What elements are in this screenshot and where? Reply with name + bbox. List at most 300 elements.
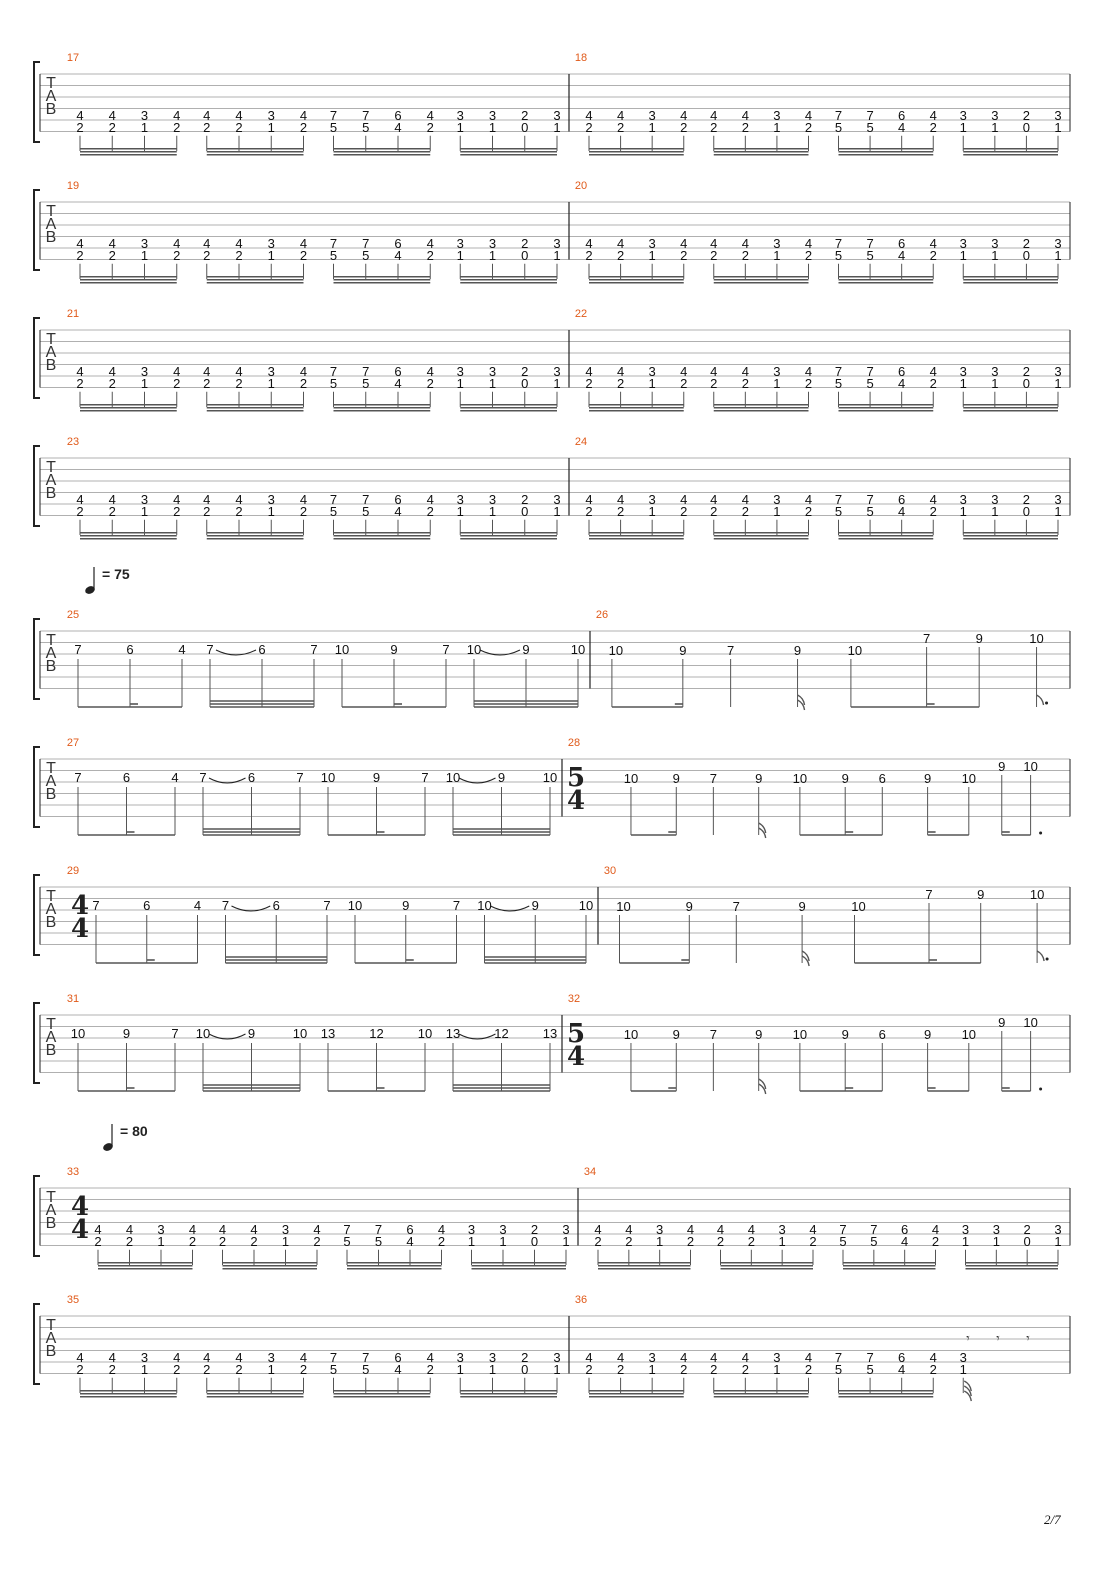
note-flag: [1037, 695, 1044, 705]
fret-number: 4: [747, 1221, 755, 1237]
fret-number: 1: [773, 119, 781, 135]
fret-number: 2: [710, 247, 718, 263]
fret-number: 4: [250, 1221, 258, 1237]
fret-number: 2: [1022, 235, 1031, 251]
fret-number: 2: [76, 375, 84, 391]
measure: [596, 609, 1048, 710]
tab-clef-letter: A: [45, 1029, 57, 1046]
fret-number: 2: [929, 119, 937, 135]
fret-number: 2: [1022, 107, 1031, 123]
fret-number: 2: [804, 1361, 813, 1377]
fret-number: 10: [623, 771, 639, 786]
fret-number: 7: [362, 107, 370, 123]
fret-number: 3: [553, 491, 561, 507]
fret-number: 4: [585, 107, 593, 123]
tab-clef-letter: B: [45, 485, 57, 502]
fret-number: 4: [716, 1221, 725, 1237]
fret-number: 3: [553, 1349, 561, 1365]
fret-number: 2: [929, 375, 937, 391]
fret-number: 3: [773, 107, 781, 123]
fret-number: 1: [467, 1233, 476, 1249]
tab-clef-letter: T: [46, 1317, 56, 1334]
fret-number: 2: [173, 119, 181, 135]
fret-number: 3: [140, 491, 149, 507]
fret-number: 2: [188, 1233, 197, 1249]
fret-number: 2: [710, 1361, 718, 1377]
fret-number: 1: [959, 1361, 967, 1377]
fret-number: 10: [347, 898, 363, 913]
fret-number: 10: [1029, 631, 1044, 646]
fret-number: 2: [686, 1233, 695, 1249]
fret-number: 10: [477, 898, 492, 913]
tab-system: [34, 52, 1070, 155]
fret-number: 7: [834, 491, 843, 507]
measure: [604, 865, 1049, 966]
fret-number: 7: [834, 1349, 843, 1365]
fret-number: 3: [773, 491, 781, 507]
fret-number: 7: [296, 770, 304, 785]
fret-number: 5: [362, 1361, 370, 1377]
sixteenth-rest: 𝄾: [1026, 1330, 1030, 1346]
fret-number: 2: [680, 1361, 688, 1377]
fret-number: 7: [834, 363, 843, 379]
fret-number: 2: [76, 503, 84, 519]
fret-number: 3: [991, 491, 999, 507]
fret-number: 3: [553, 107, 561, 123]
fret-number: 1: [140, 247, 149, 263]
fret-number: 3: [267, 107, 275, 123]
fret-number: 7: [866, 363, 874, 379]
tab-clef-letter: T: [46, 203, 56, 220]
fret-number: 4: [108, 1349, 116, 1365]
fret-number: 1: [456, 375, 464, 391]
system-bracket: [34, 875, 40, 955]
fret-number: 2: [929, 1361, 937, 1377]
fret-number: 4: [299, 491, 308, 507]
fret-number: 4: [809, 1221, 817, 1237]
fret-number: 4: [804, 1349, 813, 1365]
fret-number: 2: [173, 1361, 181, 1377]
fret-number: 6: [258, 642, 266, 657]
fret-number: 9: [672, 771, 680, 786]
fret-number: 2: [616, 1361, 625, 1377]
fret-number: 10: [1023, 759, 1038, 774]
fret-number: 6: [394, 491, 402, 507]
fret-number: 4: [218, 1221, 227, 1237]
fret-number: 7: [922, 631, 931, 646]
fret-number: 2: [203, 119, 211, 135]
tab-clef-letter: A: [45, 645, 57, 662]
fret-number: 9: [755, 1027, 763, 1042]
fret-number: 2: [299, 1361, 308, 1377]
fret-number: 7: [343, 1221, 351, 1237]
fret-number: 5: [362, 503, 370, 519]
fret-number: 6: [406, 1221, 414, 1237]
tab-clef-letter: B: [45, 914, 57, 931]
measure: [575, 308, 1062, 411]
fret-number: 2: [437, 1233, 446, 1249]
fret-number: 5: [329, 247, 338, 263]
fret-number: 7: [834, 235, 843, 251]
fret-number: 4: [406, 1233, 414, 1249]
tab-clef-letter: A: [45, 472, 57, 489]
fret-number: 4: [898, 247, 906, 263]
fret-number: 4: [173, 363, 181, 379]
fret-number: 9: [679, 643, 687, 658]
fret-number: 1: [553, 247, 561, 263]
fret-number: 2: [680, 503, 688, 519]
fret-number: 5: [866, 503, 874, 519]
fret-number: 2: [741, 1361, 749, 1377]
fret-number: 2: [521, 491, 529, 507]
fret-number: 1: [553, 375, 561, 391]
fret-number: 1: [456, 119, 464, 135]
fret-number: 2: [426, 503, 434, 519]
fret-number: 7: [329, 1349, 338, 1365]
fret-number: 2: [616, 247, 625, 263]
fret-number: 3: [656, 1221, 664, 1237]
fret-number: 4: [585, 235, 593, 251]
measure-number: 17: [66, 52, 80, 64]
tab-clef-letter: T: [46, 1016, 56, 1033]
fret-number: 5: [329, 1361, 338, 1377]
fret-number: 2: [108, 247, 116, 263]
system-bracket: [34, 1176, 40, 1256]
fret-number: 9: [522, 642, 530, 657]
fret-number: 2: [235, 1361, 243, 1377]
measure: [67, 993, 557, 1091]
fret-number: 4: [929, 491, 937, 507]
fret-number: 4: [616, 1349, 625, 1365]
fret-number: 4: [585, 363, 593, 379]
fret-number: 9: [977, 887, 985, 902]
fret-number: 4: [625, 1221, 633, 1237]
fret-number: 4: [898, 503, 906, 519]
fret-number: 3: [773, 235, 781, 251]
fret-number: 2: [616, 503, 625, 519]
tab-clef-letter: B: [45, 1215, 57, 1232]
fret-number: 2: [716, 1233, 725, 1249]
fret-number: 3: [456, 491, 464, 507]
fret-number: 2: [585, 247, 593, 263]
fret-number: 3: [648, 235, 656, 251]
tab-system: [34, 436, 1070, 539]
fret-number: 3: [959, 491, 967, 507]
fret-number: 3: [648, 1349, 656, 1365]
fret-number: 4: [235, 1349, 243, 1365]
fret-number: 1: [991, 503, 999, 519]
measure-number: 25: [66, 609, 80, 621]
fret-number: 2: [804, 119, 813, 135]
fret-number: 7: [839, 1221, 847, 1237]
fret-number: 1: [991, 375, 999, 391]
fret-number: 2: [741, 375, 749, 391]
fret-number: 4: [173, 1349, 181, 1365]
fret-number: 2: [680, 375, 688, 391]
fret-number: 4: [931, 1221, 940, 1237]
fret-number: 3: [467, 1221, 476, 1237]
fret-number: 4: [394, 1361, 402, 1377]
fret-number: 3: [959, 363, 967, 379]
fret-number: 10: [1029, 887, 1045, 902]
fret-number: 9: [685, 899, 693, 914]
fret-number: 3: [961, 1221, 970, 1237]
fret-number: 4: [178, 642, 186, 657]
measure: [67, 308, 561, 411]
fret-number: 4: [203, 107, 211, 123]
measure-number: 20: [574, 180, 588, 192]
fret-number: 9: [122, 1026, 131, 1041]
fret-number: 2: [173, 375, 181, 391]
fret-number: 2: [299, 119, 308, 135]
fret-number: 1: [553, 119, 561, 135]
fret-number: 3: [773, 1349, 781, 1365]
measure: [567, 993, 1042, 1094]
fret-number: 2: [250, 1233, 258, 1249]
fret-number: 3: [456, 107, 464, 123]
fret-number: 12: [369, 1026, 384, 1041]
fret-number: 2: [173, 247, 181, 263]
fret-number: 2: [108, 503, 116, 519]
measure-number: 19: [66, 180, 80, 192]
fret-number: 4: [710, 363, 718, 379]
measure-number: 23: [66, 436, 80, 448]
fret-number: 2: [313, 1233, 321, 1249]
fret-number: 7: [74, 642, 82, 657]
fret-number: 10: [570, 642, 586, 657]
fret-number: 4: [426, 363, 434, 379]
measure-number: 29: [66, 865, 80, 877]
fret-number: 10: [847, 643, 863, 658]
fret-number: 1: [267, 247, 275, 263]
measure: [67, 180, 561, 283]
fret-number: 2: [710, 375, 718, 391]
fret-number: 1: [281, 1233, 290, 1249]
fret-number: 3: [488, 491, 497, 507]
fret-number: 2: [235, 119, 243, 135]
fret-number: 1: [959, 375, 967, 391]
fret-number: 4: [741, 1349, 749, 1365]
fret-number: 10: [1023, 1015, 1038, 1030]
measure: [67, 1166, 570, 1269]
fret-number: 7: [362, 1349, 370, 1365]
fret-number: 9: [372, 770, 381, 785]
fret-number: 2: [710, 119, 718, 135]
fret-number: 6: [878, 1027, 886, 1042]
tab-clef-letter: B: [45, 101, 57, 118]
tab-clef-letter: B: [45, 658, 57, 675]
fret-number: 4: [929, 363, 937, 379]
fret-number: 6: [898, 491, 906, 507]
fret-number: 1: [1054, 119, 1062, 135]
tab-clef-letter: T: [46, 331, 56, 348]
fret-number: 4: [710, 235, 718, 251]
fret-number: 2: [235, 503, 243, 519]
fret-number: 9: [923, 1027, 932, 1042]
fret-number: 4: [426, 491, 434, 507]
system-bracket: [34, 446, 40, 526]
tempo-marking: = 80: [120, 1123, 148, 1139]
fret-number: 2: [203, 375, 211, 391]
measure: [575, 52, 1062, 155]
fret-number: 1: [773, 375, 781, 391]
fret-number: 1: [773, 1361, 781, 1377]
dot: [1039, 1088, 1042, 1091]
fret-number: 2: [1023, 1221, 1031, 1237]
fret-number: 2: [616, 375, 625, 391]
fret-number: 2: [625, 1233, 633, 1249]
dot: [1039, 832, 1042, 835]
fret-number: 9: [531, 898, 539, 913]
fret-number: 4: [108, 107, 116, 123]
fret-number: 9: [998, 1015, 1006, 1030]
fret-number: 5: [834, 247, 843, 263]
fret-number: 3: [959, 1349, 967, 1365]
fret-number: 9: [390, 642, 398, 657]
fret-number: 4: [585, 1349, 593, 1365]
fret-number: 1: [456, 1361, 464, 1377]
fret-number: 5: [866, 375, 874, 391]
fret-number: 0: [1022, 119, 1031, 135]
measure: [67, 1294, 561, 1397]
fret-number: 12: [494, 1026, 509, 1041]
fret-number: 4: [76, 491, 84, 507]
fret-number: 6: [394, 107, 402, 123]
fret-number: 4: [741, 491, 749, 507]
fret-number: 3: [267, 235, 275, 251]
fret-number: 4: [299, 1349, 308, 1365]
system-bracket: [34, 1003, 40, 1083]
tab-clef-letter: A: [45, 773, 57, 790]
fret-number: 4: [188, 1221, 197, 1237]
fret-number: 3: [488, 1349, 497, 1365]
fret-number: 4: [680, 1349, 688, 1365]
fret-number: 4: [125, 1221, 134, 1237]
fret-number: 2: [585, 119, 593, 135]
measure-number: 27: [66, 737, 80, 749]
fret-number: 2: [426, 375, 434, 391]
tab-clef-letter: B: [45, 786, 57, 803]
fret-number: 7: [732, 899, 740, 914]
fret-number: 0: [1022, 247, 1031, 263]
fret-number: 0: [530, 1233, 539, 1249]
fret-number: 5: [866, 247, 874, 263]
tab-system: [34, 993, 1070, 1094]
fret-number: 5: [343, 1233, 351, 1249]
fret-number: 6: [898, 1349, 906, 1365]
fret-number: 9: [793, 643, 802, 658]
measure: [575, 436, 1062, 539]
fret-number: 6: [272, 898, 280, 913]
fret-number: 1: [959, 119, 967, 135]
fret-number: 5: [834, 503, 843, 519]
fret-number: 4: [193, 898, 202, 913]
fret-number: 4: [76, 235, 84, 251]
fret-number: 3: [1054, 363, 1062, 379]
fret-number: 2: [804, 247, 813, 263]
fret-number: 5: [866, 1361, 874, 1377]
fret-number: 2: [203, 247, 211, 263]
fret-number: 4: [616, 491, 625, 507]
time-signature-denominator: 4: [70, 1215, 90, 1245]
fret-number: 10: [195, 1026, 211, 1041]
fret-number: 7: [709, 1027, 717, 1042]
fret-number: 5: [866, 119, 874, 135]
fret-number: 2: [173, 503, 181, 519]
fret-number: 4: [313, 1221, 321, 1237]
fret-number: 2: [1022, 491, 1031, 507]
fret-number: 1: [267, 119, 275, 135]
fret-number: 10: [608, 643, 624, 658]
fret-number: 1: [553, 1361, 561, 1377]
fret-number: 4: [299, 107, 308, 123]
dot: [1046, 958, 1049, 961]
fret-number: 9: [975, 631, 983, 646]
fret-number: 9: [402, 898, 410, 913]
fret-number: 10: [851, 899, 866, 914]
tab-clef-letter: A: [45, 1202, 57, 1219]
fret-number: 4: [680, 491, 688, 507]
system-bracket: [34, 1304, 40, 1384]
fret-number: 4: [394, 247, 402, 263]
fret-number: 4: [108, 491, 116, 507]
fret-number: 9: [998, 759, 1006, 774]
tab-system: [34, 308, 1070, 411]
fret-number: 3: [488, 107, 497, 123]
fret-number: 1: [488, 247, 497, 263]
fret-number: 6: [898, 363, 906, 379]
fret-number: 3: [1054, 107, 1062, 123]
fret-number: 10: [961, 1027, 977, 1042]
fret-number: 2: [108, 1361, 116, 1377]
fret-number: 3: [499, 1221, 507, 1237]
fret-number: 10: [623, 1027, 639, 1042]
fret-number: 1: [648, 119, 656, 135]
fret-number: 3: [553, 235, 561, 251]
fret-number: 2: [426, 1361, 434, 1377]
fret-number: 1: [648, 375, 656, 391]
measure-number: 24: [574, 436, 588, 448]
time-signature-numerator: 4: [70, 891, 90, 921]
fret-number: 7: [866, 491, 874, 507]
fret-number: 3: [140, 235, 149, 251]
fret-number: 4: [94, 1221, 102, 1237]
fret-number: 3: [488, 363, 497, 379]
fret-number: 2: [203, 1361, 211, 1377]
fret-number: 3: [773, 363, 781, 379]
fret-number: 7: [870, 1221, 878, 1237]
fret-number: 4: [616, 363, 625, 379]
tab-clef-letter: B: [45, 357, 57, 374]
fret-number: 7: [866, 107, 874, 123]
fret-number: 2: [426, 247, 434, 263]
fret-number: 10: [70, 1026, 86, 1041]
tab-clef-letter: T: [46, 888, 56, 905]
fret-number: 7: [221, 898, 230, 913]
system-bracket: [34, 747, 40, 827]
fret-number: 5: [362, 119, 370, 135]
fret-number: 5: [870, 1233, 878, 1249]
measure: [67, 436, 561, 539]
fret-number: 4: [804, 235, 813, 251]
tab-clef-letter: A: [45, 901, 57, 918]
fret-number: 1: [456, 503, 464, 519]
measure: [575, 1294, 1030, 1401]
tab-system: [34, 566, 1070, 710]
fret-number: 3: [553, 363, 561, 379]
fret-number: 1: [656, 1233, 664, 1249]
fret-number: 10: [961, 771, 977, 786]
